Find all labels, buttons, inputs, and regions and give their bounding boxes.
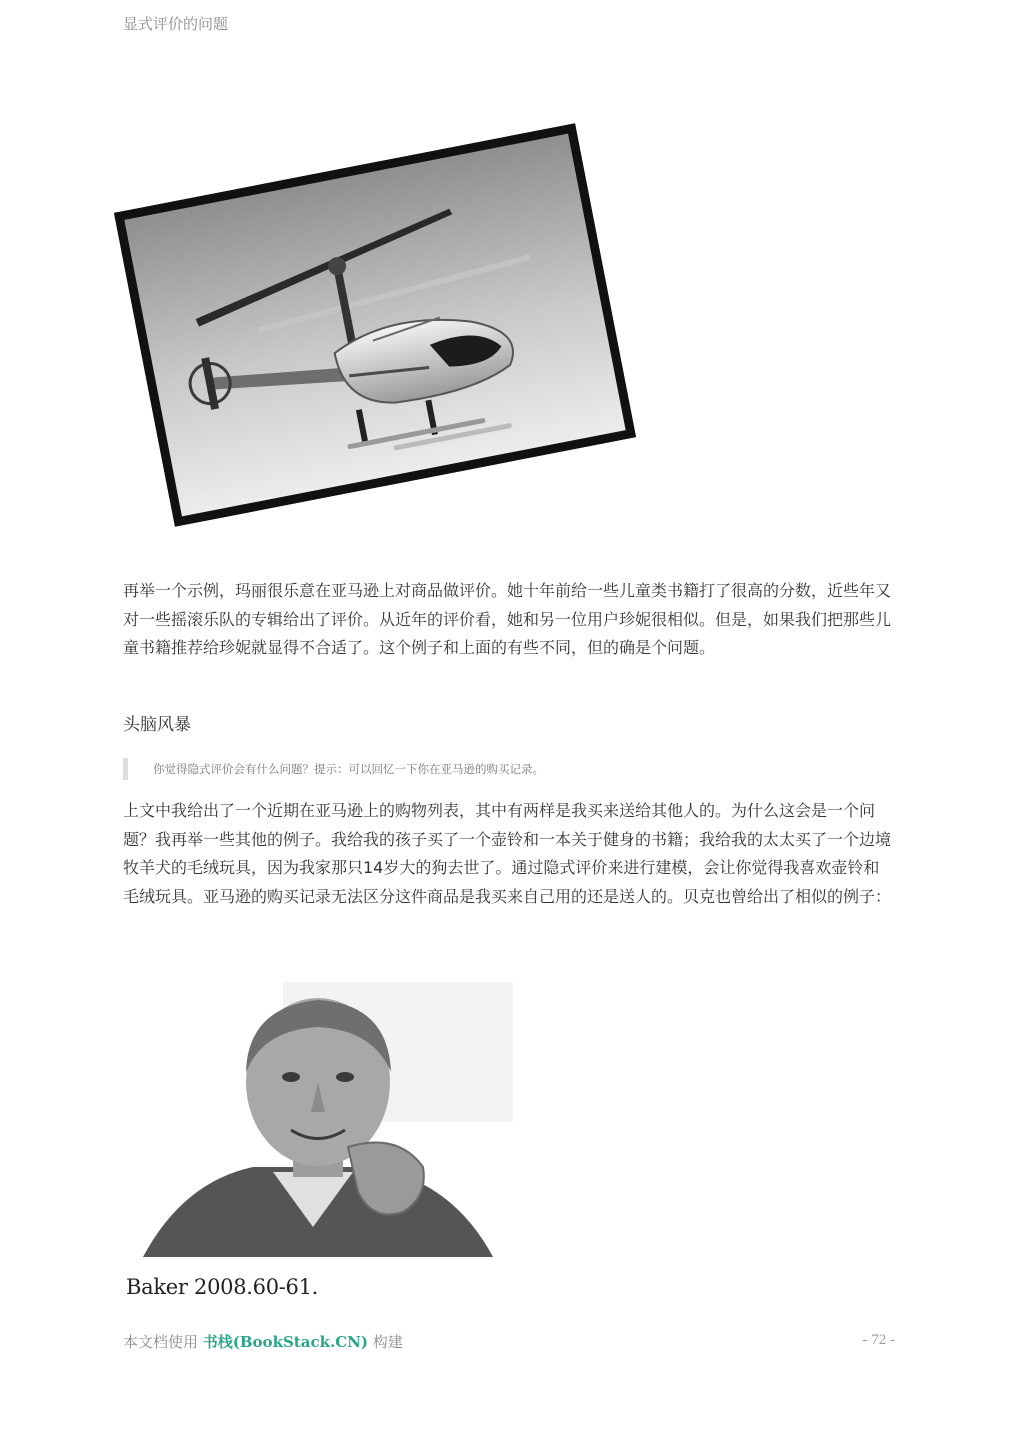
portrait-photo [123, 982, 513, 1257]
running-header-title: 显式评价的问题 [123, 15, 229, 33]
image-caption: Baker 2008.60-61. [126, 1275, 319, 1299]
bookstack-link[interactable]: 书栈(BookStack.CN) [202, 1333, 368, 1351]
footer-prefix: 本文档使用 [123, 1333, 203, 1351]
helicopter-photo [114, 123, 636, 527]
paragraph-mary-example: 再举一个示例，玛丽很乐意在亚马逊上对商品做评价。她十年前给一些儿童类书籍打了很高的分数，近些年又对一些摇滚乐队的专辑给出了评价。从近年的评价看，她和另一位用户珍妮很相似。但是，如果我们把那些儿童书籍推荐给珍妮就显得不合适了。这个例子和上面的有些不同，但的确是个问题。 [123, 581, 892, 657]
paragraph-gift-example: 上文中我给出了一个近期在亚马逊上的购物列表，其中有两样是我买来送给其他人的。为什么这会是一个问题？我再举一些其他的例子。我给我的孩子买了一个壶铃和一本关于健身的书籍；我给我的太太买了一个边境牧羊犬的毛绒玩具，因为我家那只14岁大的狗去世了。通过隐式评价来进行建模，会让你觉得我喜欢壶铃和毛绒玩具。亚马逊的购买记录无法区分这件商品是我买来自己用的还是送人的。贝克也曾给出了相似的例子： [123, 801, 892, 906]
page-number: - 72 - [862, 1332, 895, 1348]
blockquote-hint [123, 758, 883, 780]
blockquote-text: 你觉得隐式评价会有什么问题？提示：可以回忆一下你在亚马逊的购买记录。 [153, 762, 544, 776]
footer-credit [123, 1331, 403, 1352]
footer-suffix: 构建 [367, 1333, 403, 1351]
section-heading-brainstorm: 头脑风暴 [123, 715, 191, 735]
